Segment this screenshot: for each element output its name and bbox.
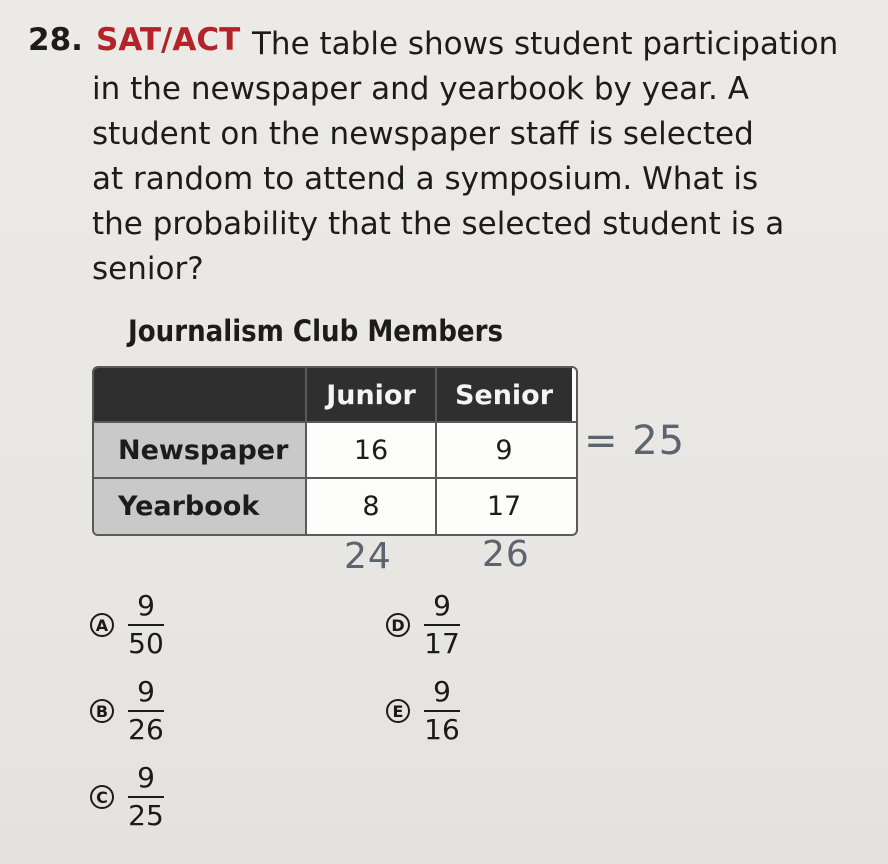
table-divider	[94, 421, 576, 423]
cell-newspaper-junior: 16	[353, 434, 389, 466]
table-corner	[94, 368, 306, 422]
numerator: 9	[433, 589, 451, 622]
cell-yearbook-junior: 8	[362, 490, 380, 522]
fraction-bar	[128, 710, 164, 712]
fraction-bar	[424, 710, 460, 712]
fraction	[424, 590, 460, 660]
choice-letter-d: D	[386, 613, 410, 637]
cell-yearbook-senior: 17	[486, 490, 522, 522]
question-line-4: at random to attend a symposium. What is	[92, 161, 759, 197]
numerator: 9	[433, 675, 451, 708]
choice-letter-e: E	[386, 699, 410, 723]
choice-c[interactable]	[90, 762, 164, 832]
denominator: 16	[424, 713, 460, 746]
fraction	[424, 676, 460, 746]
table-divider	[94, 477, 576, 479]
numerator: 9	[137, 675, 155, 708]
fraction	[128, 590, 164, 660]
numerator: 9	[137, 761, 155, 794]
denominator: 17	[424, 627, 460, 660]
choice-a[interactable]	[90, 590, 164, 660]
col-header-junior: Junior	[306, 368, 436, 422]
fraction-bar	[128, 796, 164, 798]
fraction	[128, 762, 164, 832]
fraction	[128, 676, 164, 746]
fraction-bar	[128, 624, 164, 626]
choice-b[interactable]	[90, 676, 164, 746]
table-divider	[435, 368, 437, 534]
question-line-1: The table shows student participation	[252, 26, 839, 62]
question-text	[92, 22, 882, 292]
question-number: 28.	[28, 22, 83, 58]
choice-letter-c: C	[90, 785, 114, 809]
question-line-6: senior?	[92, 251, 204, 287]
denominator: 26	[128, 713, 164, 746]
row-header-newspaper: Newspaper	[94, 422, 306, 478]
question-label: SAT/ACT	[96, 22, 241, 58]
fraction-bar	[424, 624, 460, 626]
choice-letter-a: A	[90, 613, 114, 637]
question-line-2: in the newspaper and yearbook by year. A	[92, 71, 749, 107]
table-divider	[305, 368, 307, 534]
col-header-senior: Senior	[436, 368, 572, 422]
question-line-5: the probability that the selected student is a	[92, 206, 785, 242]
choice-letter-b: B	[90, 699, 114, 723]
journalism-table	[92, 366, 578, 536]
choice-e[interactable]	[386, 676, 460, 746]
row-header-yearbook: Yearbook	[94, 478, 306, 534]
cell-newspaper-senior: 9	[495, 434, 513, 466]
handwritten-senior-total: 26	[482, 534, 530, 575]
question-line-3: student on the newspaper staff is selected	[92, 116, 754, 152]
choice-d[interactable]	[386, 590, 460, 660]
denominator: 50	[128, 627, 164, 660]
handwritten-row-total: = 25	[584, 418, 686, 464]
numerator: 9	[137, 589, 155, 622]
table-title: Journalism Club Members	[128, 314, 503, 348]
handwritten-junior-total: 24	[344, 536, 392, 577]
denominator: 25	[128, 799, 164, 832]
